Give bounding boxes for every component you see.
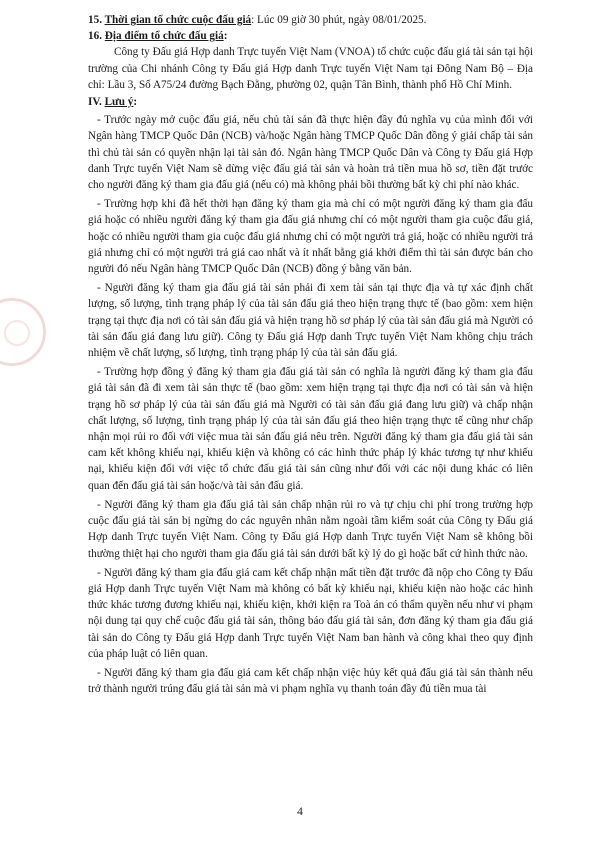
note-paragraph: - Trước ngày mở cuộc đấu giá, nếu chủ tài sản đã thực hiện đầy đủ nghĩa vụ của mình đối với Ngân hàng TMCP Quốc Dân (NCB) và/hoặc Ngân hàng TMCP Quốc Dân đồng ý giải chấp tài sản thì chủ tài sản có quyền nhận lại tài sản đó. Ngân hàng TMCP Quốc Dân và Công ty Đấu giá Hợp danh Trực tuyến Việt Nam sẽ dừng việc đấu giá tài sản và hoàn trả tiền mua hồ sơ, tiền đặt trước cho người đăng ký tham gia đấu giá (nếu có) mà không phải bồi thường bất kỳ chi phí nào khác.	[88, 114, 533, 192]
item-16-body: Công ty Đấu giá Hợp danh Trực tuyến Việt Nam (VNOA) tổ chức cuộc đấu giá tài sản tại hội trường của Chi nhánh Công ty Đấu giá Hợp danh Trực tuyến Việt Nam tại Đông Nam Bộ – Địa chỉ: Lầu 3, Số A75/24 đường Bạch Đằng, phường 02, quận Tân Bình, thành phố Hồ Chí Minh.	[88, 46, 533, 91]
section-4-heading	[88, 94, 533, 110]
note-paragraph: - Người đăng ký tham gia đấu giá cam kết chấp nhận việc hủy kết quả đấu giá tài sản thành nếu trở thành người trúng đấu giá tài sản mà vi phạm nghĩa vụ thanh toán đầy đủ tiền mua tài	[88, 666, 533, 696]
note-paragraph: - Trường hợp đồng ý đăng ký tham gia đấu giá tài sản có nghĩa là người đăng ký tham gia đấu giá tài sản đã đi xem tài sản thực tế (bao gồm: xem hiện trạng tại thực địa nơi có tài sản và hiện trạng hồ sơ pháp lý của tài sản đấu giá mà Người có tài sản đấu giá đang lưu giữ) và chấp nhận chất lượng, số lượng, tình trạng pháp lý của tài sản đấu giá theo hiện trạng thực tế cũng như chấp nhận mọi rủi ro đối với việc mua tài sản đấu giá nêu trên. Người đăng ký tham gia đấu giá tài sản cam kết không khiếu nại, khiếu kiện và không có các hình thức pháp lý khác tương tự như khiếu nại, khiếu kiện đối với việc tổ chức đấu giá tài sản cũng như đối với các nội dung khác có liên quan đến đấu giá tài sản hoặc/và tài sản đấu giá.	[88, 366, 533, 492]
page-number: 4	[297, 806, 303, 818]
note-paragraph: - Người đăng ký tham gia đấu giá tài sản phải đi xem tài sản tại thực địa và tự xác định chất lượng, số lượng, tình trạng pháp lý của tài sản đấu giá theo hiện trạng thực tế (bao gồm: xem hiện trạng tại thực địa nơi có tài sản đấu giá và hiện trạng hồ sơ pháp lý của tài sản đấu giá mà Người có tài sản đấu giá đang lưu giữ). Công ty Đấu giá Hợp danh Trực tuyến Việt Nam không chịu trách nhiệm về chất lượng, số lượng, tình trạng pháp lý của tài sản đấu giá.	[88, 282, 533, 360]
item-16-colon: :	[223, 30, 228, 43]
document-content	[88, 12, 533, 700]
note-paragraph: - Người đăng ký tham gia đấu giá tài sản chấp nhận rủi ro và tự chịu chi phí trong trường hợp cuộc đấu giá tài sản bị ngừng do các nguyên nhân nằm ngoài tầm kiểm soát của Công ty Đấu giá Hợp danh Trực tuyến Việt Nam. Công ty Đấu giá Hợp danh Trực tuyến Việt Nam sẽ không bồi thường thiệt hại cho người tham gia đấu giá tài sản dưới bất kỳ lý do gì hoặc bất cứ hình thức nào.	[88, 498, 533, 560]
note-paragraph: - Người đăng ký tham gia đấu giá cam kết chấp nhận mất tiền đặt trước đã nộp cho Công ty Đấu giá Hợp danh Trực tuyến Việt Nam mà không có bất kỳ khiếu nại, khiếu kiện nào hoặc các hình thức khác tương đương khiếu nại, khiếu kiện, khởi kiện ra Toà án có thẩm quyền nếu như vi phạm nội dung tại quy chế cuộc đấu giá tài sản, thông báo đấu giá tài sản, đơn đăng ký tham gia đấu giá tài sản do Công ty Đấu giá Hợp danh Trực tuyến Việt Nam ban hành và công khai theo quy định của pháp luật có liên quan.	[88, 566, 533, 660]
item-16-number: 16.	[88, 30, 102, 43]
section-4-label: Lưu ý	[104, 96, 134, 109]
section-4-colon: :	[133, 96, 138, 109]
item-15-label: Thời gian tổ chức cuộc đấu giá	[104, 14, 252, 26]
stamp-mark-inner	[4, 320, 30, 346]
item-15-number: 15.	[88, 14, 102, 26]
item-16-label: Địa điểm tổ chức đấu giá	[104, 30, 224, 43]
note-paragraph: - Trường hợp khi đã hết thời hạn đăng ký tham gia mà chỉ có một người đăng ký tham gia đấu giá hoặc có nhiều người đăng ký tham gia đấu giá nhưng chỉ có một người tham gia cuộc đấu giá, hoặc có nhiều người tham gia cuộc đấu giá nhưng chỉ có một người trả giá, hoặc có nhiều người trả giá nhưng chỉ có một người trả giá cao nhất và ít nhất bằng giá khởi điểm thì tài sản được bán cho người đó nếu Ngân hàng TMCP Quốc Dân (NCB) đồng ý bằng văn bản.	[88, 198, 533, 276]
item-15-value: : Lúc 09 giờ 30 phút, ngày 08/01/2025.	[251, 14, 427, 26]
item-15-line	[88, 12, 533, 28]
item-16-heading	[88, 28, 533, 44]
section-4-number: IV.	[88, 96, 102, 109]
